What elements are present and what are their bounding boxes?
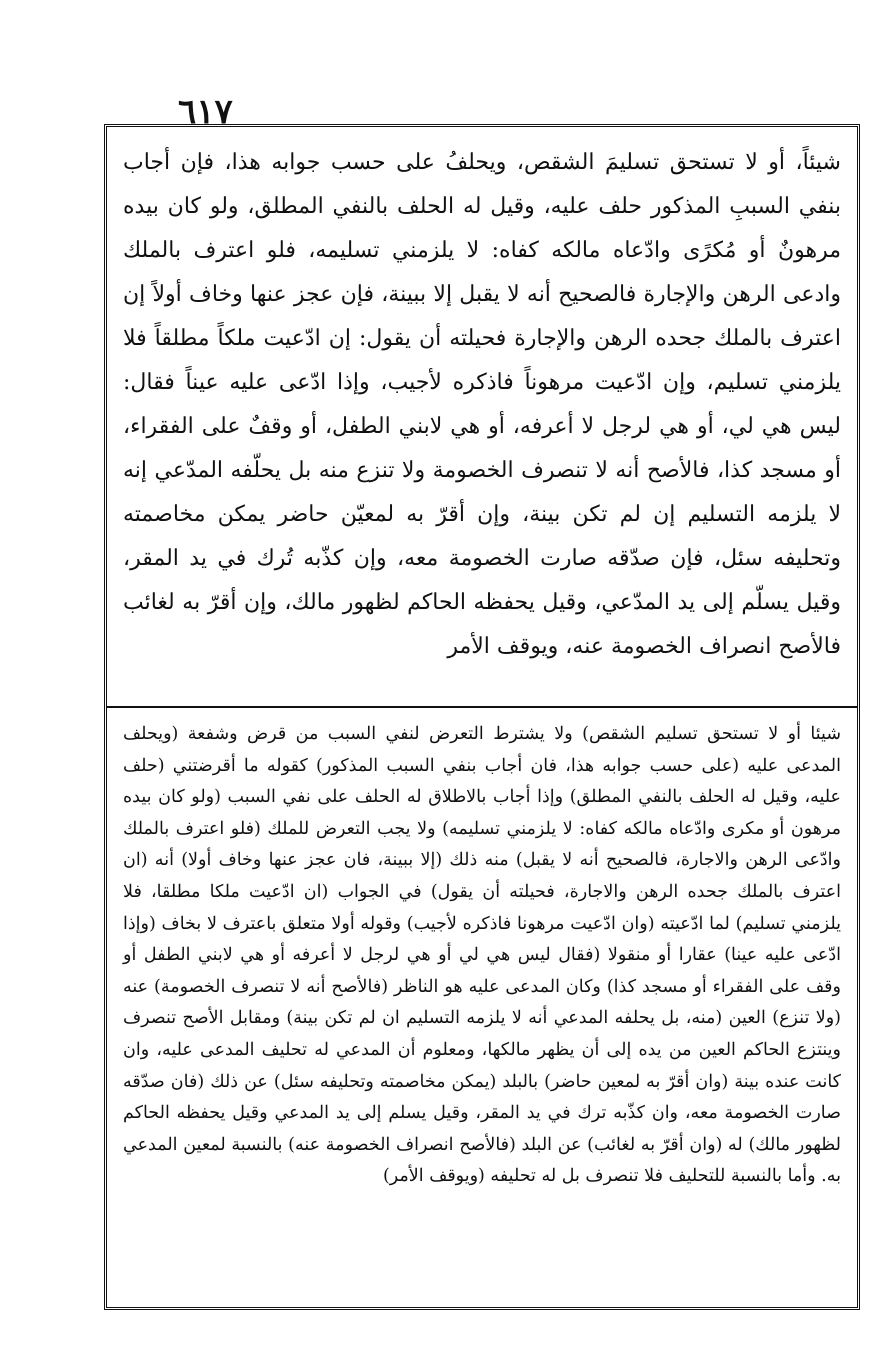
section-divider xyxy=(107,706,857,708)
page-frame xyxy=(104,124,860,1310)
matn-section xyxy=(107,127,857,706)
page-number: ٦١٧ xyxy=(178,92,233,132)
matn-text: شيئاً، أو لا تستحق تسليمَ الشقص، ويحلفُ على حسب جوابه هذا، فإن أجاب بنفي السببِ المذكور حلف عليه، وقيل له الحلف بالنفي المطلق، ولو كان بيده مرهونٌ أو مُكرًى وادّعاه مالكه كفاه: لا يلزمني تسليمه، فلو اعترف بالملك وادعى الرهن والإجارة فالصحيح أنه لا يقبل إلا ببينة، فإن عجز عنها وخاف أولاً إن اعترف بالملك جحده الرهن والإجارة فحيلته أن يقول: إن ادّعيت ملكاً مطلقاً فلا يلزمني تسليم، وإن ادّعيت مرهوناً فاذكره لأجيب، وإذا ادّعى عليه عيناً فقال: ليس هي لي، أو هي لرجل لا أعرفه، أو هي لابني الطفل، أو وقفٌ على الفقراء، أو مسجد كذا، فالأصح أنه لا تنصرف الخصومة ولا تنزع منه بل يحلّفه المدّعي إنه لا يلزمه التسليم إن لم تكن بينة، وإن أقرّ به لمعيّن حاضر يمكن مخاصمته وتحليفه سئل، فإن صدّقه صارت الخصومة معه، وإن كذّبه تُرك في يد المقر، وقيل يسلّم إلى يد المدّعي، وقيل يحفظه الحاكم لظهور مالك، وإن أقرّ به لغائب فالأصح انصراف الخصومة عنه، ويوقف الأمر xyxy=(123,150,842,659)
sharh-text: شيئا أو لا تستحق تسليم الشقص) ولا يشترط التعرض لنفي السبب من قرض وشفعة (ويحلف المدعى عليه (على حسب جوابه هذا، فان أجاب بنفي السبب المذكور) كقوله ما أقرضتني (حلف عليه، وقيل له الحلف بالنفي المطلق) وإذا أجاب بالاطلاق له الحلف على نفي السبب (ولو كان بيده مرهون أو مكرى وادّعاه مالكه كفاه: لا يلزمني تسليمه) ولا يجب التعرض للملك (فلو اعترف بالملك وادّعى الرهن والاجارة، فالصحيح أنه لا يقبل) منه ذلك (إلا ببينة، فان عجز عنها وخاف أولا) أنه (ان اعترف بالملك جحده الرهن والاجارة، فحيلته أن يقول) في الجواب (ان ادّعيت ملكا مطلقا، فلا يلزمني تسليم) لما ادّعيته (وان ادّعيت مرهونا فاذكره لأجيب) وقوله أولا متعلق باعترف لا بخاف (وإذا ادّعى عليه عينا) عقارا أو منقولا (فقال ليس هي لي أو هي لرجل لا أعرفه أو هي لابني الطفل أو وقف على الفقراء أو مسجد كذا) وكان المدعى عليه هو الناظر (فالأصح أنه لا تنصرف الخصومة) عنه (ولا تنزع) العين (منه، بل يحلفه المدعي أنه لا يلزمه التسليم ان لم تكن بينة) ومقابل الأصح تنصرف وينتزع الحاكم العين من يده إلى أن يظهر مالكها، ومعلوم أن المدعي له تحليف المدعى عليه، وان كانت عنده بينة (وان أقرّ به لمعين حاضر) بالبلد (يمكن مخاصمته وتحليفه سئل) عن ذلك (فان صدّقه صارت الخصومة معه، وان كذّبه ترك في يد المقر، وقيل يسلم إلى يد المدعي وقيل يحفظه الحاكم لظهور مالك) له (وان أقرّ به لغائب) عن البلد (فالأصح انصراف الخصومة عنه) بالنسبة لمعين المدعي به. وأما بالنسبة للتحليف فلا تنصرف بل له تحليفه (ويوقف الأمر) xyxy=(123,724,841,1187)
sharh-section xyxy=(107,711,857,1309)
